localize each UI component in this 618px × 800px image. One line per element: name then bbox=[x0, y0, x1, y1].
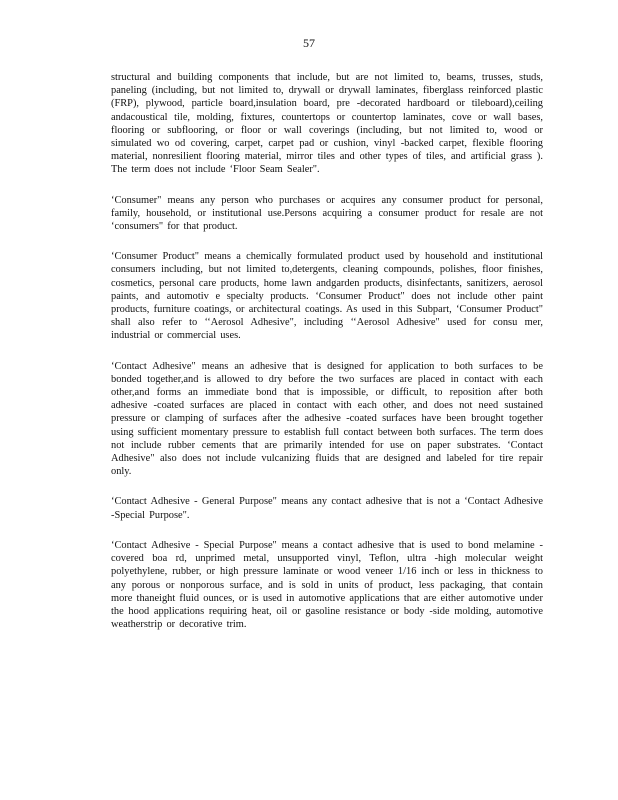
paragraph-contact-adhesive-general-purpose: ‘Contact Adhesive - General Purpose" means any contact adhesive that is not a ‘Contact Adhesive -Special Purpose". bbox=[111, 496, 543, 521]
paragraph-contact-adhesive-special-purpose: ‘Contact Adhesive - Special Purpose" means a contact adhesive that is used to bond melamine -covered boa rd, unprimed metal, unsupported vinyl, Teflon, ultra -high molecular weight polyethylene, rubber, or high pressure laminate or wood veneer 1/16 inch or less in thickness to any porous or nonporous surface, and is sold in units of product, less packaging, that contain more thaneight fluid ounces, or is used in automotive applications that are either automotive under the hood applications requiring heat, oil or gasoline resistance or body -side molding, automotive weatherstrip or decorative trim. bbox=[111, 539, 543, 631]
paragraph-contact-adhesive-definition: ‘Contact Adhesive" means an adhesive that is designed for application to both surfaces to be bonded together,and is allowed to dry before the two surfaces are placed in contact with each other,and forms an immediate bond that is impossible, or difficult, to reposition after both adhesive -coated surfaces are placed in contact with each other, and does not need sustained pressure or clamping of surfaces after the adhesive -coated surfaces have been brought together using sufficient momentary pressure to establish full contact between both surfaces. The term does not include rubber cements that are primarily intended for use on paper substrates. ‘Contact Adhesive" also does not include vulcanizing fluids that are designed and labeled for tire repair only. bbox=[111, 360, 543, 478]
page-number: 57 bbox=[303, 36, 315, 50]
body-text bbox=[111, 71, 543, 631]
paragraph-consumer-product-definition: ‘Consumer Product" means a chemically formulated product used by household and institutional consumers including, but not limited to,detergents, cleaning compounds, polishes, floor finishes, cosmetics, personal care products, home lawn andgarden products, disinfectants, sanitizers, aerosol paints, and automotiv e specialty products. ‘Consumer Product" does not include other paint products, furniture coatings, or architectural coatings. As used in this Subpart, ‘Consumer Product" shall also refer to ‘‘Aerosol Adhesive", including ‘‘Aerosol Adhesive" used for consu mer, industrial or commercial uses. bbox=[111, 251, 543, 342]
paragraph-structural-components: structural and building components that include, but are not limited to, beams, trusses, studs, paneling (including, but not limited to, drywall or drywall laminates, fiberglass reinforced plastic (FRP), plywood, particle board,insulation board, pre -decorated hardboard or tileboard),ceiling andacoustical tile, molding, fixtures, countertops or countertop laminates, cove or wall bases, flooring or subflooring, or floor or wall coverings (including, but not limited to, wood or simulated wo od covering, carpet, carpet pad or cushion, vinyl -backed carpet, flexible flooring material, nonresilient flooring material, mirror tiles and other types of tiles, and artificial grass ). The term does not include ‘Floor Seam Sealer". bbox=[111, 72, 543, 176]
paragraph-consumer-definition: ‘Consumer" means any person who purchases or acquires any consumer product for personal, family, household, or institutional use.Persons acquiring a consumer product for resale are not ‘consumers" for that product. bbox=[111, 194, 543, 233]
